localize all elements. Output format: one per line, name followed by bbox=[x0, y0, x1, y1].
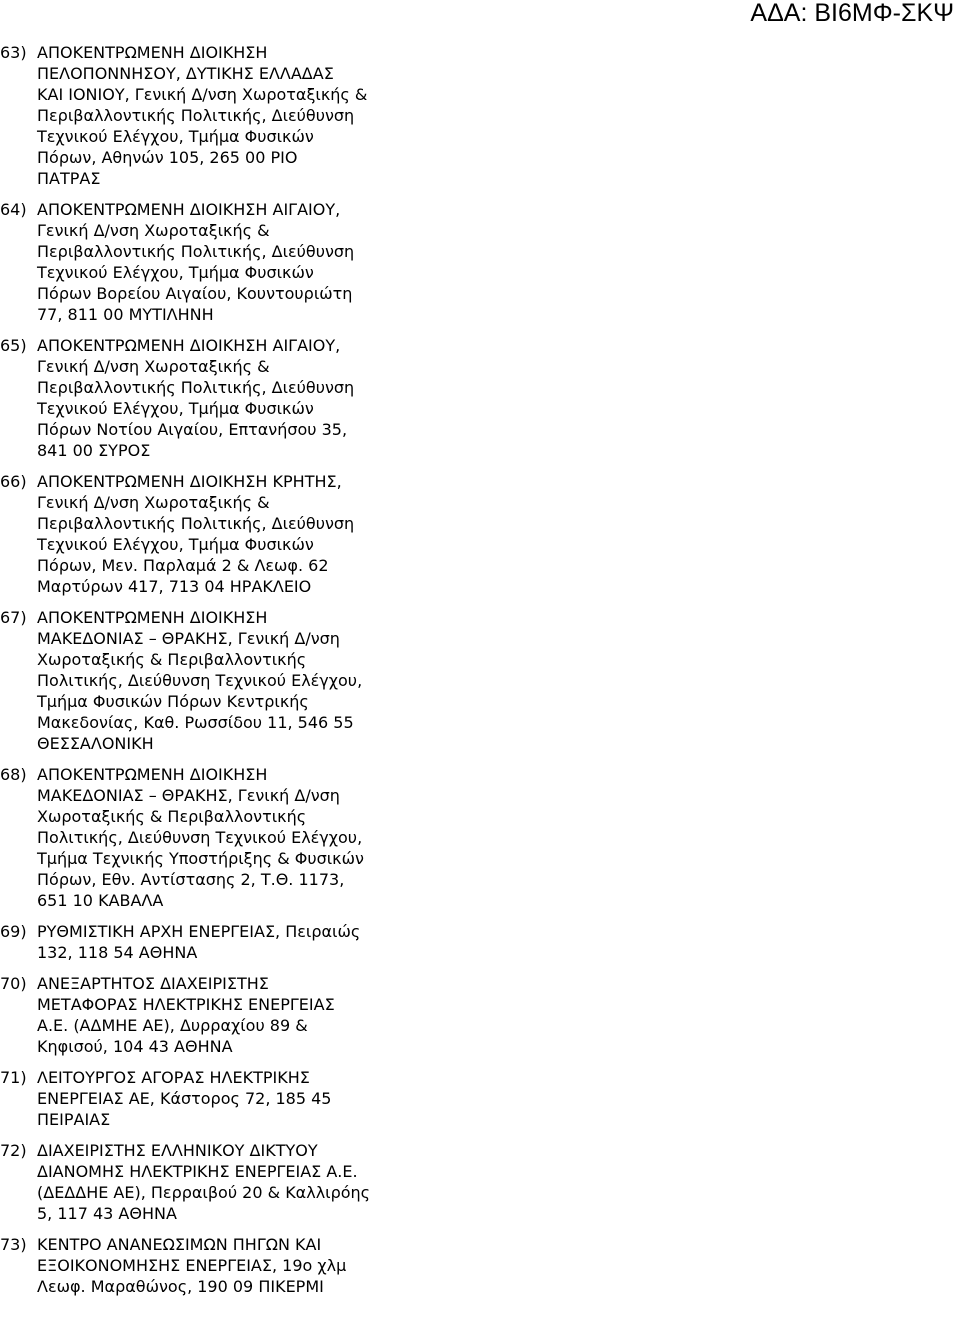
entry-line: Περιβαλλοντικής Πολιτικής, Διεύθυνση bbox=[37, 242, 355, 261]
entry-line: ΠΕΙΡΑΙΑΣ bbox=[37, 1110, 111, 1129]
entry-line: ΜΑΚΕΔΟΝΙΑΣ – ΘΡΑΚΗΣ, Γενική Δ/νση bbox=[37, 786, 340, 805]
entry-line: Τεχνικού Ελέγχου, Τμήμα Φυσικών bbox=[37, 399, 314, 418]
entry-line: ΕΝΕΡΓΕΙΑΣ ΑΕ, Κάστορος 72, 185 45 bbox=[37, 1089, 332, 1108]
entry-line: ΠΕΛΟΠΟΝΝΗΣΟΥ, ΔΥΤΙΚΗΣ ΕΛΛΑΔΑΣ bbox=[37, 64, 334, 83]
entry-line: Μαρτύρων 417, 713 04 ΗΡΑΚΛΕΙΟ bbox=[37, 577, 312, 596]
entry-number: 64) bbox=[0, 200, 27, 219]
entry-number: 66) bbox=[0, 472, 27, 491]
entry-line: Πολιτικής, Διεύθυνση Τεχνικού Ελέγχου, bbox=[37, 828, 363, 847]
entry-line: Πόρων, Μεν. Παρλαμά 2 & Λεωφ. 62 bbox=[37, 556, 329, 575]
entry-line: ΑΝΕΞΑΡΤΗΤΟΣ ΔΙΑΧΕΙΡΙΣΤΗΣ bbox=[37, 974, 269, 993]
entry-line: ΑΠΟΚΕΝΤΡΩΜΕΝΗ ΔΙΟΙΚΗΣΗ ΚΡΗΤΗΣ, bbox=[37, 472, 342, 491]
entry-line: ΛΕΙΤΟΥΡΓΟΣ ΑΓΟΡΑΣ ΗΛΕΚΤΡΙΚΗΣ bbox=[37, 1068, 310, 1087]
entry-line: Πόρων, Αθηνών 105, 265 00 ΡΙΟ bbox=[37, 148, 298, 167]
entry-line: ΔΙΑΝΟΜΗΣ ΗΛΕΚΤΡΙΚΗΣ ΕΝΕΡΓΕΙΑΣ Α.Ε. bbox=[37, 1162, 358, 1181]
entry-line: Πολιτικής, Διεύθυνση Τεχνικού Ελέγχου, bbox=[37, 671, 363, 690]
entry-line: Κηφισού, 104 43 ΑΘΗΝΑ bbox=[37, 1037, 233, 1056]
entry-line: Γενική Δ/νση Χωροταξικής & bbox=[37, 493, 270, 512]
entry-line: Περιβαλλοντικής Πολιτικής, Διεύθυνση bbox=[37, 106, 355, 125]
address-entry bbox=[0, 607, 470, 754]
entry-line: Τεχνικού Ελέγχου, Τμήμα Φυσικών bbox=[37, 127, 314, 146]
address-entry bbox=[0, 973, 470, 1057]
entry-line: Γενική Δ/νση Χωροταξικής & bbox=[37, 357, 270, 376]
entry-number: 71) bbox=[0, 1068, 27, 1087]
entry-line: ΑΠΟΚΕΝΤΡΩΜΕΝΗ ΔΙΟΙΚΗΣΗ bbox=[37, 608, 268, 627]
entry-line: ΡΥΘΜΙΣΤΙΚΗ ΑΡΧΗ ΕΝΕΡΓΕΙΑΣ, Πειραιώς bbox=[37, 922, 361, 941]
entry-line: ΜΕΤΑΦΟΡΑΣ ΗΛΕΚΤΡΙΚΗΣ ΕΝΕΡΓΕΙΑΣ bbox=[37, 995, 335, 1014]
entry-line: 841 00 ΣΥΡΟΣ bbox=[37, 441, 151, 460]
entry-line: Πόρων Βορείου Αιγαίου, Κουντουριώτη bbox=[37, 284, 353, 303]
entry-line: ΠΑΤΡΑΣ bbox=[37, 169, 101, 188]
entry-line: Περιβαλλοντικής Πολιτικής, Διεύθυνση bbox=[37, 514, 355, 533]
entry-line: ΚΑΙ ΙΟΝΙΟΥ, Γενική Δ/νση Χωροταξικής & bbox=[37, 85, 368, 104]
ada-code: ΑΔΑ: ΒΙ6ΜΦ-ΣΚΨ bbox=[750, 0, 954, 27]
entry-line: ΑΠΟΚΕΝΤΡΩΜΕΝΗ ΔΙΟΙΚΗΣΗ ΑΙΓΑΙΟΥ, bbox=[37, 336, 341, 355]
entry-line: Χωροταξικής & Περιβαλλοντικής bbox=[37, 807, 307, 826]
entry-line: (ΔΕΔΔΗΕ ΑΕ), Περραιβού 20 & Καλλιρόης bbox=[37, 1183, 371, 1202]
entry-line: Τμήμα Φυσικών Πόρων Κεντρικής bbox=[37, 692, 309, 711]
entry-number: 65) bbox=[0, 336, 27, 355]
entry-line: Τμήμα Τεχνικής Υποστήριξης & Φυσικών bbox=[37, 849, 364, 868]
address-entry bbox=[0, 1140, 470, 1224]
address-entry bbox=[0, 335, 470, 461]
entry-line: ΘΕΣΣΑΛΟΝΙΚΗ bbox=[37, 734, 154, 753]
address-entry bbox=[0, 921, 470, 963]
entry-line: 77, 811 00 ΜΥΤΙΛΗΝΗ bbox=[37, 305, 214, 324]
entry-number: 72) bbox=[0, 1141, 27, 1160]
address-entry bbox=[0, 1067, 470, 1130]
address-entry bbox=[0, 471, 470, 597]
entry-line: Γενική Δ/νση Χωροταξικής & bbox=[37, 221, 270, 240]
entry-line: Μακεδονίας, Καθ. Ρωσσίδου 11, 546 55 bbox=[37, 713, 354, 732]
entry-line: ΜΑΚΕΔΟΝΙΑΣ – ΘΡΑΚΗΣ, Γενική Δ/νση bbox=[37, 629, 340, 648]
entry-number: 67) bbox=[0, 608, 27, 627]
entry-number: 69) bbox=[0, 922, 27, 941]
entry-line: Τεχνικού Ελέγχου, Τμήμα Φυσικών bbox=[37, 535, 314, 554]
entry-line: 5, 117 43 ΑΘΗΝΑ bbox=[37, 1204, 177, 1223]
address-entry bbox=[0, 199, 470, 325]
entry-line: 132, 118 54 ΑΘΗΝΑ bbox=[37, 943, 198, 962]
entry-number: 63) bbox=[0, 43, 27, 62]
entry-line: ΕΞΟΙΚΟΝΟΜΗΣΗΣ ΕΝΕΡΓΕΙΑΣ, 19ο χλμ bbox=[37, 1256, 347, 1275]
entry-line: 651 10 ΚΑΒΑΛΑ bbox=[37, 891, 164, 910]
address-entry bbox=[0, 42, 470, 189]
entry-line: Περιβαλλοντικής Πολιτικής, Διεύθυνση bbox=[37, 378, 355, 397]
entry-line: ΑΠΟΚΕΝΤΡΩΜΕΝΗ ΔΙΟΙΚΗΣΗ bbox=[37, 765, 268, 784]
address-entry bbox=[0, 764, 470, 911]
entry-line: ΑΠΟΚΕΝΤΡΩΜΕΝΗ ΔΙΟΙΚΗΣΗ ΑΙΓΑΙΟΥ, bbox=[37, 200, 341, 219]
entry-line: ΑΠΟΚΕΝΤΡΩΜΕΝΗ ΔΙΟΙΚΗΣΗ bbox=[37, 43, 268, 62]
entry-number: 73) bbox=[0, 1235, 27, 1254]
entry-line: Λεωφ. Μαραθώνος, 190 09 ΠΙΚΕΡΜΙ bbox=[37, 1277, 324, 1296]
entry-number: 70) bbox=[0, 974, 27, 993]
entry-line: Α.Ε. (ΑΔΜΗΕ ΑΕ), Δυρραχίου 89 & bbox=[37, 1016, 308, 1035]
entry-line: Τεχνικού Ελέγχου, Τμήμα Φυσικών bbox=[37, 263, 314, 282]
address-entry bbox=[0, 1234, 470, 1297]
address-list bbox=[0, 42, 470, 1307]
entry-line: Πόρων Νοτίου Αιγαίου, Επτανήσου 35, bbox=[37, 420, 348, 439]
entry-number: 68) bbox=[0, 765, 27, 784]
entry-line: ΚΕΝΤΡΟ ΑΝΑΝΕΩΣΙΜΩΝ ΠΗΓΩΝ ΚΑΙ bbox=[37, 1235, 322, 1254]
entry-line: Χωροταξικής & Περιβαλλοντικής bbox=[37, 650, 307, 669]
entry-line: Πόρων, Εθν. Αντίστασης 2, Τ.Θ. 1173, bbox=[37, 870, 345, 889]
entry-line: ΔΙΑΧΕΙΡΙΣΤΗΣ ΕΛΛΗΝΙΚΟΥ ΔΙΚΤΥΟΥ bbox=[37, 1141, 318, 1160]
